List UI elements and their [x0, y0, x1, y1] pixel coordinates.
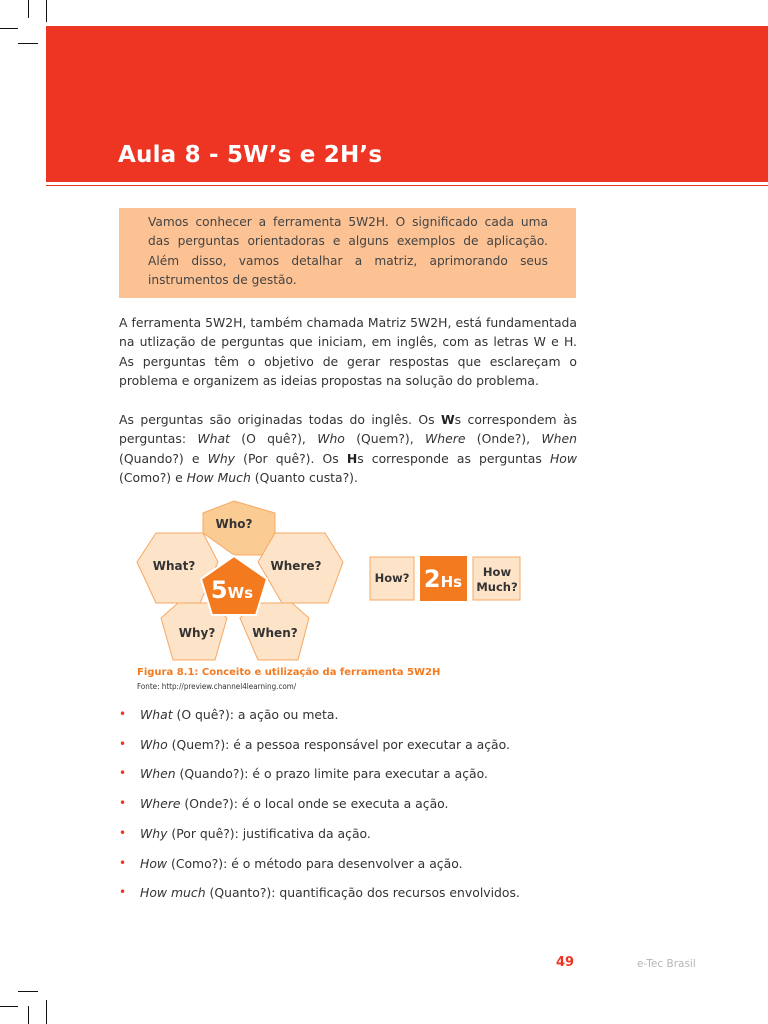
- how-much-box-label-line1: How: [482, 565, 512, 579]
- banner-rule: [46, 185, 768, 186]
- list-item: • Who (Quem?): é a pessoa responsável por executar a ação.: [119, 730, 579, 760]
- pentagon-where-label: Where?: [270, 559, 322, 573]
- crop-mark: [28, 0, 29, 18]
- how-much-box-label-line2: Much?: [476, 580, 518, 594]
- footer-brand: e-Tec Brasil: [637, 958, 696, 970]
- figure-caption: Figura 8.1: Conceito e utilização da ferramenta 5W2H: [137, 667, 441, 678]
- crop-mark: [46, 0, 47, 22]
- list-item: • When (Quando?): é o prazo limite para executar a ação.: [119, 759, 579, 789]
- bullet-icon: •: [119, 766, 127, 781]
- body-paragraph: As perguntas são originadas todas do inglês. Os Ws correspondem às perguntas: What (O quê?), Who (Quem?), Where (Onde?), When (Quando?) e Why (Por quê?). Os Hs corresponde as perguntas How (Como?) e How Much (Quanto custa?).: [119, 412, 577, 486]
- bullet-icon: •: [119, 825, 127, 840]
- list-item: • How much (Quanto?): quantificação dos recursos envolvidos.: [119, 878, 579, 908]
- crop-mark: [0, 1006, 18, 1007]
- crop-mark: [28, 1006, 29, 1024]
- bullet-icon: •: [119, 796, 127, 811]
- definition-list: [119, 700, 579, 908]
- bullet-icon: •: [119, 707, 127, 721]
- how-box-label: How?: [374, 571, 410, 585]
- pentagon-why-label: Why?: [178, 626, 216, 640]
- bullet-icon: •: [119, 885, 127, 900]
- list-item: • Why (Por quê?): justificativa da ação.: [119, 819, 579, 849]
- list-item: • What (O quê?): a ação ou meta.: [119, 700, 579, 730]
- body-paragraph: A ferramenta 5W2H, também chamada Matriz 5W2H, está fundamentada na utlização de perguntas que iniciam, em inglês, com as letras W e H. As perguntas têm o objetivo de gerar respostas que esclareçam o problema e organizem as ideias propostas na solução do problema.: [119, 315, 577, 389]
- crop-mark: [46, 1000, 47, 1024]
- list-item: • Where (Onde?): é o local onde se executa a ação.: [119, 789, 579, 819]
- figure-source: Fonte: http://preview.channel4learning.com/: [137, 682, 297, 691]
- 5w2h-diagram: [130, 500, 530, 665]
- chapter-title: Aula 8 - 5W’s e 2H’s: [118, 142, 383, 168]
- crop-mark: [18, 43, 38, 44]
- list-item: • How (Como?): é o método para desenvolver a ação.: [119, 849, 579, 879]
- intro-box: [119, 208, 576, 298]
- pentagon-what-label: What?: [152, 559, 196, 573]
- pentagon-who-label: Who?: [215, 517, 253, 531]
- center-5ws-label: 5Ws: [210, 576, 254, 604]
- crop-mark: [0, 28, 18, 29]
- center-2hs-label: 2Hs: [423, 565, 463, 593]
- bullet-icon: •: [119, 855, 127, 870]
- intro-text: Vamos conhecer a ferramenta 5W2H. O significado cada uma das perguntas orientadoras e alguns exemplos de aplicação. Além disso, vamos detalhar a matriz, aprimorando seus instrumentos de gestão.: [148, 215, 548, 288]
- bullet-icon: •: [119, 736, 127, 751]
- crop-mark: [18, 991, 38, 992]
- page-number: 49: [556, 955, 575, 970]
- pentagon-when-label: When?: [252, 626, 298, 640]
